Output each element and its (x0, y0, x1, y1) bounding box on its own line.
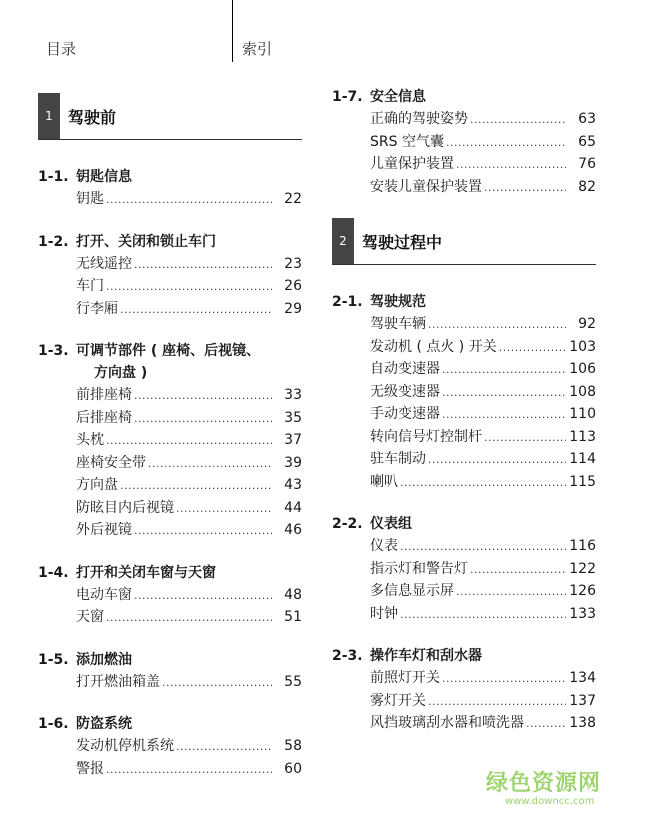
dot-leader (120, 479, 272, 492)
section-title-line: 安全信息 (370, 89, 426, 105)
watermark-url: www.downcc.com (505, 796, 595, 807)
dot-leader (176, 502, 272, 515)
section-title (76, 649, 302, 671)
section-number: 1-5. (38, 651, 69, 668)
dot-leader (484, 431, 566, 444)
entry-page: 115 (569, 473, 596, 490)
toc-section (38, 562, 302, 629)
entry-page: 116 (569, 538, 596, 554)
toc-entry[interactable] (76, 474, 302, 497)
section-title (76, 562, 302, 584)
entry-page: 60 (284, 760, 302, 777)
dot-leader (134, 412, 272, 425)
toc-entry[interactable] (76, 584, 302, 607)
entry-label: SRS 空气囊 (370, 133, 444, 150)
toc-section (332, 513, 596, 625)
dot-leader (134, 258, 272, 271)
entry-page: 82 (578, 178, 596, 195)
section-title (76, 231, 302, 253)
entry-label: 指示灯和警告灯 (370, 560, 468, 577)
section-title (76, 713, 302, 735)
section-title (370, 513, 596, 535)
section-heading (38, 231, 302, 253)
toc-entry[interactable] (76, 758, 302, 781)
dot-leader (134, 589, 272, 602)
dot-leader (162, 676, 272, 689)
section-title-line: 仪表组 (370, 516, 412, 532)
toc-entry[interactable] (370, 558, 596, 581)
section-number: 2-3. (332, 648, 363, 664)
entry-label: 转向信号灯控制杆 (370, 428, 482, 445)
dot-leader (456, 585, 566, 598)
dot-leader (470, 563, 566, 576)
toc-entry[interactable] (370, 426, 596, 449)
section-number: 1-3. (38, 343, 69, 359)
section-number: 1-2. (38, 233, 69, 250)
entry-label: 发动机 ( 点火 ) 开关 (370, 338, 497, 355)
section-title (370, 645, 596, 667)
dot-leader (106, 193, 272, 206)
entry-label: 钥匙 (76, 191, 104, 207)
entry-label: 风挡玻璃刮水器和喷洗器 (370, 715, 524, 731)
section-title-line2: 方向盘 ) (94, 365, 148, 381)
toc-entry[interactable] (76, 429, 302, 452)
toc-section (38, 713, 302, 780)
dot-leader (106, 434, 272, 447)
entry-page: 138 (569, 715, 596, 731)
section-number: 2-1. (332, 294, 363, 310)
toc-entry[interactable] (370, 667, 596, 690)
toc-entry[interactable] (76, 497, 302, 520)
entry-label: 正确的驾驶姿势 (370, 111, 468, 127)
dot-leader (442, 363, 566, 376)
toc-section (332, 291, 596, 493)
toc-entry[interactable] (370, 131, 596, 154)
chapter-header (38, 93, 302, 140)
entry-label: 防眩目内后视镜 (76, 499, 174, 516)
chapter-title: 驾驶前 (68, 108, 117, 127)
section-heading (332, 86, 596, 108)
entry-page: 113 (569, 428, 596, 445)
entry-page: 103 (569, 338, 596, 355)
toc-entry[interactable] (76, 452, 302, 475)
toc-entry[interactable] (76, 407, 302, 430)
section-number: 1-1. (38, 169, 69, 185)
dot-leader (106, 611, 272, 624)
toc-entry[interactable] (76, 671, 302, 694)
entry-page: 63 (578, 111, 596, 127)
tab-contents[interactable]: 目录 (46, 40, 77, 58)
section-number: 2-2. (332, 516, 363, 532)
entry-page: 51 (284, 609, 302, 625)
section-heading (38, 562, 302, 584)
entry-label: 打开燃油箱盖 (76, 673, 160, 690)
entry-label: 前排座椅 (76, 387, 132, 403)
entry-page: 48 (284, 586, 302, 603)
dot-leader (442, 672, 566, 685)
entry-page: 33 (284, 387, 302, 403)
dot-leader (106, 280, 272, 293)
toc-entry[interactable] (76, 519, 302, 542)
section-number: 1-4. (38, 564, 69, 581)
dot-leader (400, 476, 566, 489)
section-title-line: 打开、关闭和锁止车门 (76, 233, 216, 250)
entry-page: 134 (569, 670, 596, 686)
toc-entry[interactable] (370, 358, 596, 381)
entry-label: 无线遥控 (76, 255, 132, 272)
entry-label: 无级变速器 (370, 383, 440, 400)
entry-page: 133 (569, 605, 596, 622)
entry-page: 39 (284, 454, 302, 471)
toc-entry[interactable] (76, 735, 302, 758)
section-number: 1-7. (332, 89, 363, 105)
toc-section (38, 231, 302, 321)
entry-page: 137 (569, 692, 596, 709)
section-heading (38, 713, 302, 735)
entry-label: 座椅安全带 (76, 454, 146, 471)
entry-page: 126 (569, 583, 596, 599)
toc-entry[interactable] (370, 313, 596, 336)
tab-index[interactable]: 索引 (242, 40, 273, 58)
toc-entry[interactable] (76, 298, 302, 321)
toc-entry[interactable] (370, 336, 596, 359)
toc-entry[interactable] (370, 108, 596, 131)
section-title-line: 钥匙信息 (76, 169, 132, 185)
toc-entry[interactable] (76, 275, 302, 298)
section-title (76, 166, 302, 188)
section-heading (332, 645, 596, 667)
section-title-line: 可调节部件 ( 座椅、后视镜、 (76, 343, 261, 359)
section-heading (38, 166, 302, 188)
entry-page: 114 (569, 451, 596, 467)
entry-page: 110 (569, 406, 596, 422)
dot-leader (148, 457, 272, 470)
toc-entry[interactable] (370, 690, 596, 713)
entry-page: 43 (284, 477, 302, 493)
toc-section (38, 649, 302, 694)
entry-label: 雾灯开关 (370, 692, 426, 709)
dot-leader (470, 113, 566, 126)
dot-leader (428, 453, 566, 466)
toc-section (38, 166, 302, 211)
dot-leader (134, 524, 272, 537)
toc-entry[interactable] (370, 153, 596, 176)
entry-label: 车门 (76, 278, 104, 294)
dot-leader (400, 540, 566, 553)
watermark-logo: 绿色资源网 (486, 771, 602, 796)
entry-label: 前照灯开关 (370, 670, 440, 686)
entry-page: 122 (569, 560, 596, 577)
entry-label: 时钟 (370, 605, 398, 622)
toc-entry[interactable] (370, 448, 596, 471)
section-heading (38, 649, 302, 671)
entry-label: 方向盘 (76, 477, 118, 493)
entry-label: 天窗 (76, 609, 104, 625)
tab-divider (232, 0, 233, 62)
entry-page: 26 (284, 278, 302, 294)
dot-leader (499, 341, 566, 354)
section-title-line: 操作车灯和刮水器 (370, 648, 482, 664)
entry-page: 29 (284, 300, 302, 317)
toc-right-column (332, 86, 596, 755)
entry-page: 23 (284, 255, 302, 272)
entry-label: 安装儿童保护装置 (370, 178, 482, 195)
dot-leader (456, 158, 566, 171)
section-title (76, 340, 302, 384)
toc-entry[interactable] (370, 712, 596, 735)
dot-leader (484, 181, 566, 194)
toc-entry[interactable] (370, 535, 596, 558)
entry-page: 92 (578, 316, 596, 332)
dot-leader (442, 386, 566, 399)
entry-page: 46 (284, 522, 302, 538)
section-title-line: 防盗系统 (76, 716, 132, 732)
toc-entry[interactable] (370, 176, 596, 199)
entry-label: 手动变速器 (370, 406, 440, 422)
dot-leader (446, 136, 566, 149)
entry-label: 仪表 (370, 538, 398, 554)
toc-entry[interactable] (370, 403, 596, 426)
dot-leader (526, 717, 566, 730)
section-number: 1-6. (38, 716, 69, 732)
entry-label: 多信息显示屏 (370, 583, 454, 599)
toc-entry[interactable] (76, 606, 302, 629)
entry-label: 发动机停机系统 (76, 738, 174, 754)
section-title-line: 驾驶规范 (370, 294, 426, 310)
toc-section (332, 645, 596, 735)
entry-page: 76 (578, 156, 596, 172)
toc-section (38, 340, 302, 542)
section-heading (332, 513, 596, 535)
section-title-line: 添加燃油 (76, 651, 132, 668)
toc-entry[interactable] (370, 580, 596, 603)
entry-page: 108 (569, 383, 596, 400)
dot-leader (120, 303, 272, 316)
section-title-line: 打开和关闭车窗与天窗 (76, 564, 216, 581)
entry-label: 外后视镜 (76, 522, 132, 538)
chapter-number: 2 (332, 218, 354, 264)
entry-page: 55 (284, 673, 302, 690)
dot-leader (428, 318, 566, 331)
entry-page: 35 (284, 409, 302, 426)
entry-label: 电动车窗 (76, 586, 132, 603)
toc-entry[interactable] (370, 603, 596, 626)
dot-leader (442, 408, 566, 421)
entry-label: 行李厢 (76, 300, 118, 317)
entry-label: 头枕 (76, 432, 104, 448)
toc-entry[interactable] (76, 188, 302, 211)
dot-leader (176, 740, 272, 753)
entry-page: 44 (284, 499, 302, 516)
entry-label: 自动变速器 (370, 361, 440, 377)
entry-label: 驾驶车辆 (370, 316, 426, 332)
section-title (370, 86, 596, 108)
chapter-header (332, 218, 596, 265)
section-title (370, 291, 596, 313)
entry-page: 65 (578, 133, 596, 150)
entry-page: 37 (284, 432, 302, 448)
toc-entry[interactable] (370, 471, 596, 494)
toc-entry[interactable] (76, 253, 302, 276)
toc-entry[interactable] (76, 384, 302, 407)
toc-entry[interactable] (370, 381, 596, 404)
entry-page: 58 (284, 738, 302, 754)
entry-label: 驻车制动 (370, 451, 426, 467)
entry-page: 22 (284, 191, 302, 207)
toc-section (332, 86, 596, 198)
entry-label: 喇叭 (370, 473, 398, 490)
dot-leader (428, 695, 566, 708)
entry-label: 儿童保护装置 (370, 156, 454, 172)
toc-left-column (38, 93, 302, 800)
dot-leader (400, 608, 566, 621)
chapter-title: 驾驶过程中 (362, 233, 443, 252)
dot-leader (106, 763, 272, 776)
entry-label: 后排座椅 (76, 409, 132, 426)
section-heading (38, 340, 302, 384)
section-heading (332, 291, 596, 313)
entry-label: 警报 (76, 760, 104, 777)
entry-page: 106 (569, 361, 596, 377)
chapter-number: 1 (38, 93, 60, 139)
dot-leader (134, 389, 272, 402)
